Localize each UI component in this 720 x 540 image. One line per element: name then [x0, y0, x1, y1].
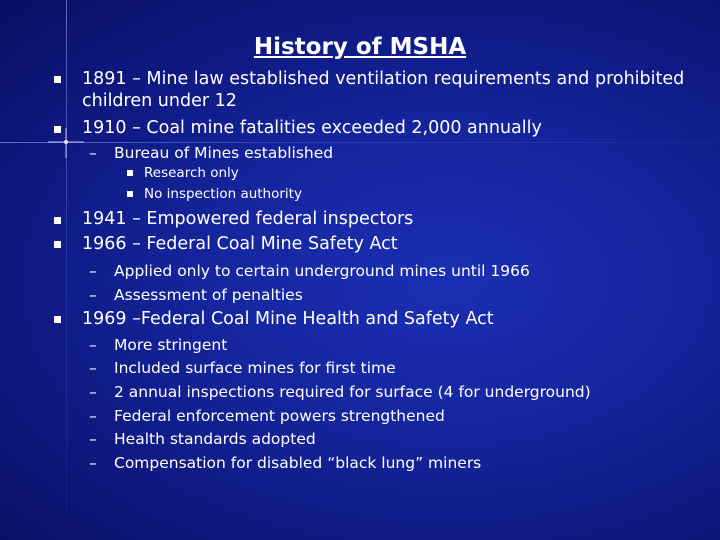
square-bullet-icon	[54, 126, 61, 133]
sub-assessment-penalties: Assessment of penalties	[114, 286, 303, 304]
dash-icon: –	[89, 383, 97, 401]
dash-icon: –	[89, 144, 97, 162]
square-bullet-icon	[54, 76, 61, 83]
bullet-1969: 1969 –Federal Coal Mine Health and Safety Act	[82, 309, 494, 329]
decorative-horizontal-line	[0, 142, 720, 143]
dash-icon: –	[89, 407, 97, 425]
square-bullet-icon	[54, 217, 61, 224]
dash-icon: –	[89, 336, 97, 354]
bullet-1891-line1: 1891 – Mine law established ventilation requirements and prohibited	[82, 69, 685, 89]
sub-enforcement-powers: Federal enforcement powers strengthened	[114, 407, 445, 425]
subsub-no-inspection: No inspection authority	[144, 186, 302, 202]
square-bullet-icon	[54, 316, 61, 323]
square-bullet-icon	[127, 170, 133, 176]
dash-icon: –	[89, 359, 97, 377]
sub-surface-mines: Included surface mines for first time	[114, 359, 396, 377]
decorative-vertical-line	[66, 0, 67, 540]
dash-icon: –	[89, 286, 97, 304]
sub-more-stringent: More stringent	[114, 336, 228, 354]
slide-title: History of MSHA	[253, 34, 467, 60]
bullet-1891-line2: children under 12	[82, 91, 237, 111]
bullet-1910: 1910 – Coal mine fatalities exceeded 2,000 annually	[82, 118, 542, 138]
square-bullet-icon	[54, 241, 61, 248]
square-bullet-icon	[127, 191, 133, 197]
subsub-research-only: Research only	[144, 165, 239, 181]
sub-health-standards: Health standards adopted	[114, 430, 316, 448]
dash-icon: –	[89, 454, 97, 472]
bullet-1966: 1966 – Federal Coal Mine Safety Act	[82, 234, 398, 254]
bullet-1941: 1941 – Empowered federal inspectors	[82, 209, 414, 229]
sub-bureau-of-mines: Bureau of Mines established	[114, 144, 334, 162]
sub-black-lung: Compensation for disabled “black lung” miners	[114, 454, 482, 472]
sub-annual-inspections: 2 annual inspections required for surface (4 for underground)	[114, 383, 591, 401]
sub-applied-only: Applied only to certain underground mines until 1966	[114, 262, 530, 280]
dash-icon: –	[89, 262, 97, 280]
dash-icon: –	[89, 430, 97, 448]
